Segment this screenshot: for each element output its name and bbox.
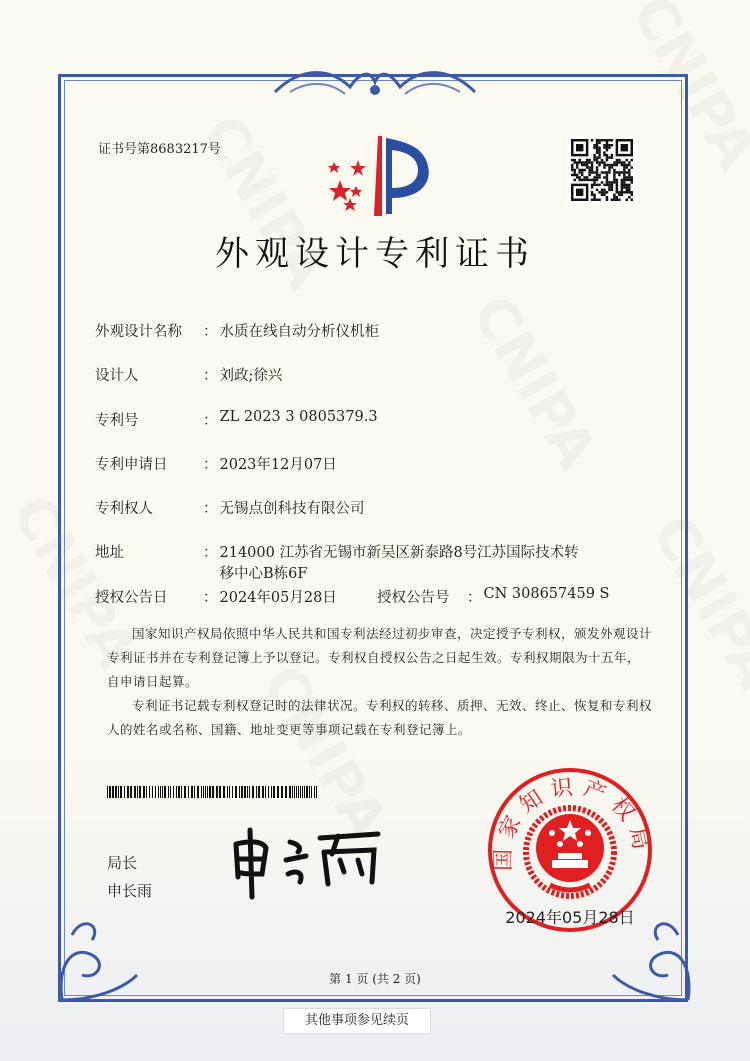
field-label: 专利号 [95,413,139,429]
field-value-line2: 移中心B栋6F [219,566,308,582]
continuation-note: 其他事项参见续页 [283,1008,431,1034]
field-label: 专利权人 [95,501,153,517]
field-design-name: 外观设计名称 ： 水质在线自动分析仪机柜 [95,320,379,341]
field-grant-number: 授权公告号 ： CN 308657459 S [377,586,610,606]
field-value: 水质在线自动分析仪机柜 [219,324,379,340]
field-patent-number: 专利号 ： ZL 2023 3 0805379.3 [95,409,378,429]
page-number: 第 1 页 (共 2 页) [329,972,421,986]
field-designer: 设计人 ： 刘政;徐兴 [95,364,282,385]
signatory-title: 局长 [107,854,138,872]
ornament-top-icon [270,62,480,102]
field-value-wrap [220,541,579,583]
certificate-number: 证书号第8683217号 [98,142,221,157]
field-application-date: 专利申请日 ： 2023年12月07日 [95,453,337,474]
field-value: 2023年12月07日 [219,457,337,473]
seal-text: 国家知识产权局 [491,774,655,872]
field-value: 无锡点创科技有限公司 [219,501,365,517]
field-label: 地址 [95,545,124,561]
certificate-title: 外观设计专利证书 [215,234,535,274]
field-label: 外观设计名称 [95,324,182,340]
seal-date: 2024年05月28日 [505,908,635,927]
paragraph-grant: 国家知识产权局依照中华人民共和国专利法经过初步审查，决定授予专利权，颁发外观设计专利证书并在专利登记簿上予以登记。专利权自授权公告之日起生效。专利权期限为十五年，自申请日起算。 [107,626,653,689]
signatory-name: 申长雨 [107,882,153,900]
field-grant-date: 授权公告日 ： 2024年05月28日 [95,586,337,607]
field-address: 地址 ： 214000 江苏省无锡市新吴区新泰路8号江苏国际技术转 移中心B栋6F [95,541,579,583]
signature-icon [228,822,388,902]
field-value: ZL 2023 3 0805379.3 [219,409,378,425]
field-label: 授权公告日 [95,590,168,606]
ornament-corner-icon [52,905,142,1005]
field-label: 专利申请日 [95,457,168,473]
paragraph-legal: 专利证书记载专利权登记时的法律状况。专利权的转移、质押、无效、终止、恢复和专利权人的姓名或名称、国籍、地址变更等事项记载在专利登记簿上。 [107,698,653,737]
national-emblem-icon [526,808,614,896]
barcode [107,786,319,798]
official-seal [480,760,660,940]
field-label: 授权公告号 [377,590,450,606]
field-value: 刘政;徐兴 [219,368,283,384]
field-value: 214000 江苏省无锡市新吴区新泰路8号江苏国际技术转 [219,545,579,561]
field-patentee: 专利权人 ： 无锡点创科技有限公司 [95,497,365,518]
field-value: 2024年05月28日 [219,590,337,606]
cnipa-logo-icon [320,128,435,220]
qr-code[interactable] [567,135,637,205]
field-value: CN 308657459 S [483,586,610,602]
field-label: 设计人 [95,368,139,384]
